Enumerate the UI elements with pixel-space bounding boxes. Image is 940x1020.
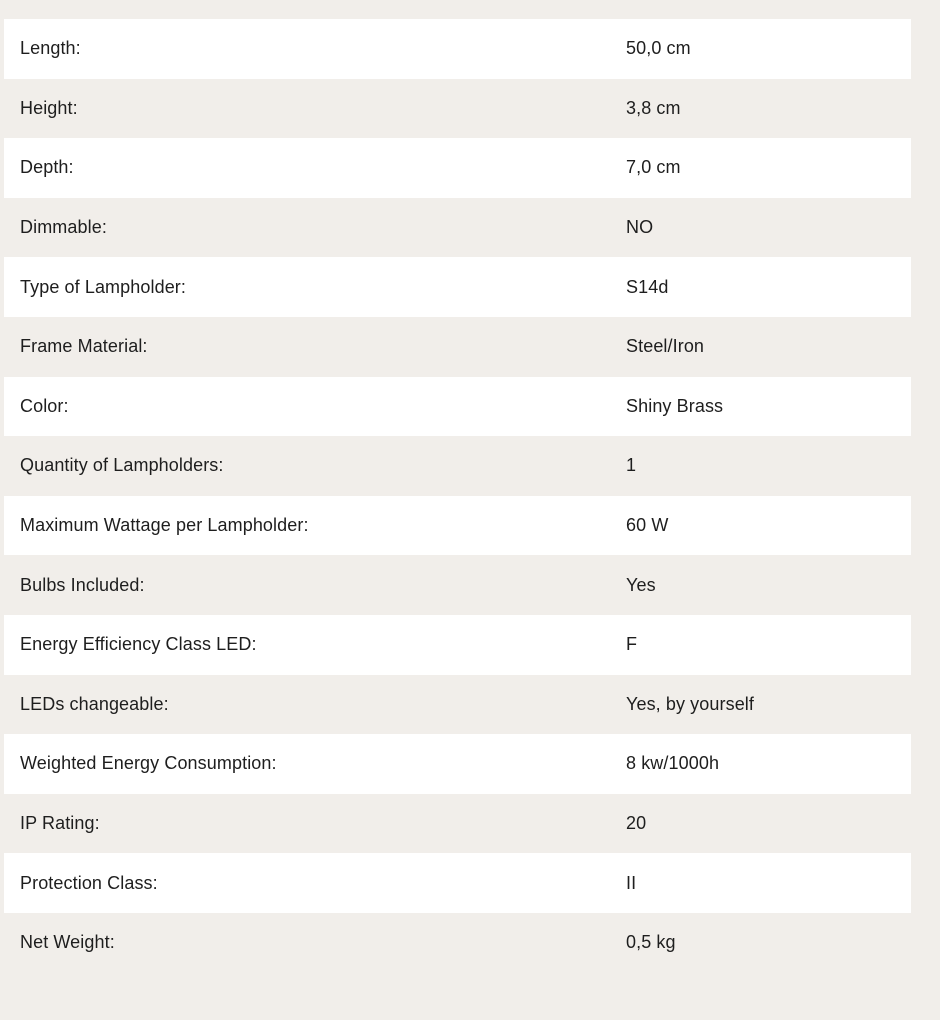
spec-value: II: [626, 872, 637, 893]
spec-label: Net Weight:: [20, 932, 115, 953]
spec-value: 60 W: [626, 515, 669, 536]
spec-value: Yes, by yourself: [626, 693, 755, 714]
spec-label: Length:: [20, 38, 81, 59]
spec-value: 50,0 cm: [626, 38, 691, 59]
spec-label: Maximum Wattage per Lampholder:: [20, 515, 309, 536]
spec-value: Shiny Brass: [626, 395, 724, 416]
spec-value: 1: [626, 455, 637, 476]
spec-label: Bulbs Included:: [20, 574, 145, 595]
spec-value: Steel/Iron: [626, 336, 705, 357]
spec-row-length: [4, 19, 911, 79]
spec-row-leds-changeable: [4, 675, 911, 735]
spec-label: IP Rating:: [20, 813, 100, 834]
spec-row-dimmable: [4, 198, 911, 258]
spec-value: NO: [626, 217, 654, 238]
spec-row-energy-class: [4, 615, 911, 675]
spec-value: Yes: [626, 574, 656, 595]
spec-label: Dimmable:: [20, 217, 107, 238]
spec-row-lampholder-quantity: [4, 436, 911, 496]
spec-value: 3,8 cm: [626, 97, 681, 118]
spec-value: 0,5 kg: [626, 932, 676, 953]
spec-value: S14d: [626, 276, 669, 297]
spec-label: Quantity of Lampholders:: [20, 455, 224, 476]
spec-label: LEDs changeable:: [20, 693, 169, 714]
spec-label: Weighted Energy Consumption:: [20, 753, 277, 774]
spec-label: Frame Material:: [20, 336, 148, 357]
spec-value: 20: [626, 813, 647, 834]
spec-row-height: [4, 79, 911, 139]
spec-row-frame-material: [4, 317, 911, 377]
spec-row-depth: [4, 138, 911, 198]
spec-row-bulbs-included: [4, 555, 911, 615]
spec-row-max-wattage: [4, 496, 911, 556]
spec-row-energy-consumption: [4, 734, 911, 794]
product-specifications-table: [4, 19, 911, 973]
spec-label: Height:: [20, 97, 78, 118]
spec-label: Type of Lampholder:: [20, 276, 187, 297]
spec-label: Energy Efficiency Class LED:: [20, 634, 257, 655]
spec-row-lampholder-type: [4, 257, 911, 317]
spec-label: Protection Class:: [20, 872, 158, 893]
spec-value: 8 kw/1000h: [626, 753, 720, 774]
spec-row-ip-rating: [4, 794, 911, 854]
spec-row-protection-class: [4, 853, 911, 913]
spec-value: F: [626, 634, 638, 655]
spec-value: 7,0 cm: [626, 157, 681, 178]
spec-label: Color:: [20, 395, 69, 416]
spec-row-net-weight: [4, 913, 911, 973]
spec-row-color: [4, 377, 911, 437]
spec-label: Depth:: [20, 157, 74, 178]
